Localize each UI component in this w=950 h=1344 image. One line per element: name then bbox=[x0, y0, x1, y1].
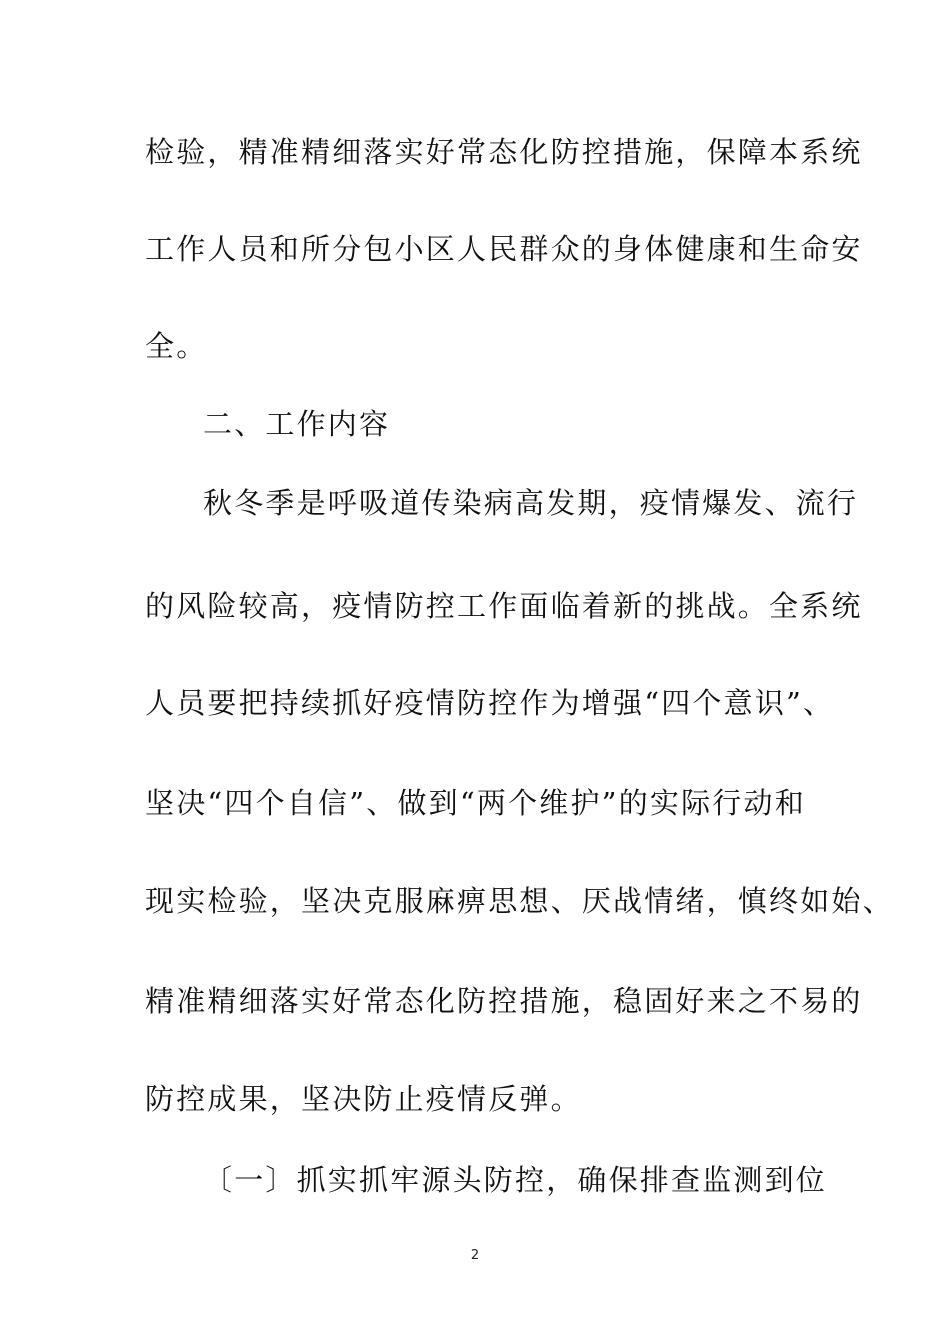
paragraph-line: 防控成果，坚决防止疫情反弹。 bbox=[145, 1082, 582, 1116]
paragraph-line: 精准精细落实好常态化防控措施，稳固好来之不易的 bbox=[145, 984, 863, 1018]
subheading: 〔一〕抓实抓牢源头防控，确保排查监测到位 bbox=[203, 1163, 828, 1197]
paragraph-line: 人员要把持续抓好疫情防控作为增强“四个意识”、 bbox=[145, 686, 835, 720]
paragraph-line: 的风险较高，疫情防控工作面临着新的挑战。全系统 bbox=[145, 589, 863, 623]
page-number: 2 bbox=[470, 1248, 480, 1263]
paragraph-line: 工作人员和所分包小区人民群众的身体健康和生命安 bbox=[145, 232, 863, 266]
section-heading: 二、工作内容 bbox=[203, 407, 391, 441]
paragraph-line: 全。 bbox=[145, 329, 208, 363]
paragraph-line: 现实检验，坚决克服麻痹思想、厌战情绪，慎终如始、 bbox=[145, 884, 894, 918]
paragraph-line: 秋冬季是呼吸道传染病高发期，疫情爆发、流行 bbox=[203, 486, 859, 520]
paragraph-line: 检验，精准精细落实好常态化防控措施，保障本系统 bbox=[145, 135, 863, 169]
paragraph-line: 坚决“四个自信”、做到“两个维护”的实际行动和 bbox=[145, 786, 806, 820]
